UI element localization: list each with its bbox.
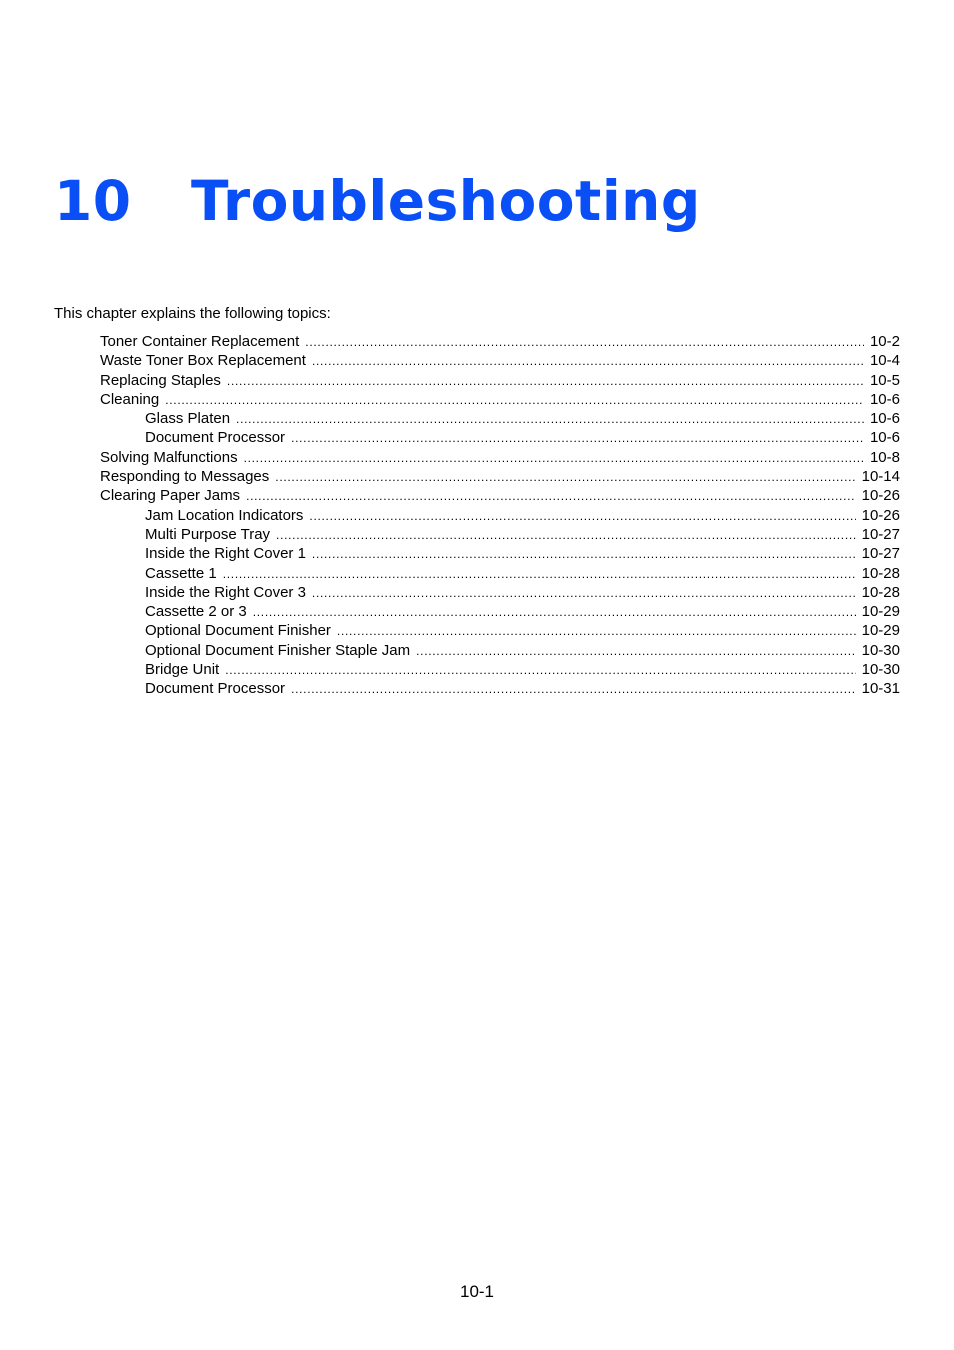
toc-dot-leader — [246, 486, 856, 506]
toc-item-page: 10-28 — [861, 564, 900, 582]
toc-item-page: 10-29 — [861, 622, 900, 640]
toc-subitem[interactable] — [100, 525, 900, 544]
toc-item-page: 10-5 — [869, 371, 900, 389]
toc-item-title: Cleaning — [100, 390, 160, 408]
toc-item-title: Optional Document Finisher — [145, 622, 331, 640]
toc-item-title: Inside the Right Cover 1 — [145, 545, 306, 563]
chapter-heading — [54, 166, 701, 236]
toc-subitem[interactable] — [100, 621, 900, 640]
table-of-contents — [100, 332, 900, 699]
toc-item-page: 10-30 — [861, 641, 900, 659]
toc-dot-leader — [337, 621, 856, 641]
toc-subitem[interactable] — [100, 428, 900, 447]
toc-item-title: Cassette 2 or 3 — [145, 603, 247, 621]
toc-item-title: Responding to Messages — [100, 468, 270, 486]
toc-item[interactable] — [100, 390, 900, 409]
toc-item-title: Multi Purpose Tray — [145, 525, 271, 543]
intro-text: This chapter explains the following topics: — [54, 305, 331, 322]
toc-item-page: 10-2 — [869, 333, 900, 350]
toc-dot-leader — [312, 583, 856, 603]
toc-item-page: 10-27 — [861, 525, 900, 543]
toc-dot-leader — [223, 564, 856, 584]
toc-item-title: Clearing Paper Jams — [100, 487, 241, 505]
toc-item-title: Cassette 1 — [145, 564, 217, 582]
toc-item-page: 10-26 — [861, 506, 900, 524]
toc-item-page: 10-14 — [861, 468, 900, 486]
toc-subitem[interactable] — [100, 602, 900, 621]
toc-item-title: Jam Location Indicators — [145, 506, 304, 524]
toc-item-page: 10-6 — [869, 390, 900, 408]
toc-dot-leader — [227, 371, 864, 391]
toc-subitem[interactable] — [100, 583, 900, 602]
toc-subitem[interactable] — [100, 506, 900, 525]
toc-item-title: Toner Container Replacement — [100, 333, 300, 350]
page-number: 10-1 — [459, 1282, 495, 1301]
toc-item-title: Optional Document Finisher Staple Jam — [145, 641, 411, 659]
toc-item-title: Inside the Right Cover 3 — [145, 583, 306, 601]
toc-item-page: 10-27 — [861, 545, 900, 563]
toc-item-page: 10-29 — [861, 603, 900, 621]
toc-dot-leader — [291, 679, 856, 699]
toc-item-title: Glass Platen — [145, 410, 231, 428]
toc-item-page: 10-31 — [861, 680, 900, 698]
toc-item-page: 10-26 — [861, 487, 900, 505]
toc-subitem[interactable] — [100, 660, 900, 679]
toc-dot-leader — [309, 506, 855, 526]
toc-dot-leader — [312, 544, 856, 564]
toc-dot-leader — [244, 448, 864, 468]
toc-dot-leader — [165, 390, 864, 410]
toc-dot-leader — [275, 467, 855, 487]
toc-subitem[interactable] — [100, 679, 900, 698]
toc-item[interactable] — [100, 467, 900, 486]
toc-item-page: 10-6 — [869, 410, 900, 428]
toc-item[interactable] — [100, 448, 900, 467]
toc-item-page: 10-8 — [869, 448, 900, 466]
toc-item-title: Solving Malfunctions — [100, 448, 238, 466]
toc-item-page: 10-28 — [861, 583, 900, 601]
toc-subitem[interactable] — [100, 564, 900, 583]
chapter-title: Troubleshooting — [191, 169, 701, 233]
toc-item-title: Waste Toner Box Replacement — [100, 352, 306, 370]
toc-dot-leader — [225, 660, 855, 680]
toc-item-title: Document Processor — [145, 680, 286, 698]
toc-subitem[interactable] — [100, 641, 900, 660]
toc-dot-leader — [291, 428, 864, 448]
toc-dot-leader — [236, 409, 864, 429]
toc-item-page: 10-6 — [869, 429, 900, 447]
toc-item[interactable] — [100, 486, 900, 505]
toc-subitem[interactable] — [100, 544, 900, 563]
toc-item-title: Bridge Unit — [145, 661, 220, 679]
toc-dot-leader — [416, 641, 856, 661]
toc-dot-leader — [312, 351, 864, 371]
toc-item[interactable] — [100, 351, 900, 370]
toc-item-page: 10-4 — [869, 352, 900, 370]
toc-item-title: Document Processor — [145, 429, 286, 447]
toc-subitem[interactable] — [100, 409, 900, 428]
toc-item[interactable] — [100, 371, 900, 390]
toc-item-title: Replacing Staples — [100, 371, 221, 389]
toc-dot-leader — [305, 332, 864, 352]
toc-dot-leader — [276, 525, 856, 545]
toc-item-page: 10-30 — [861, 661, 900, 679]
toc-dot-leader — [253, 602, 856, 622]
chapter-number: 10 — [54, 169, 132, 233]
toc-item[interactable] — [100, 332, 900, 351]
